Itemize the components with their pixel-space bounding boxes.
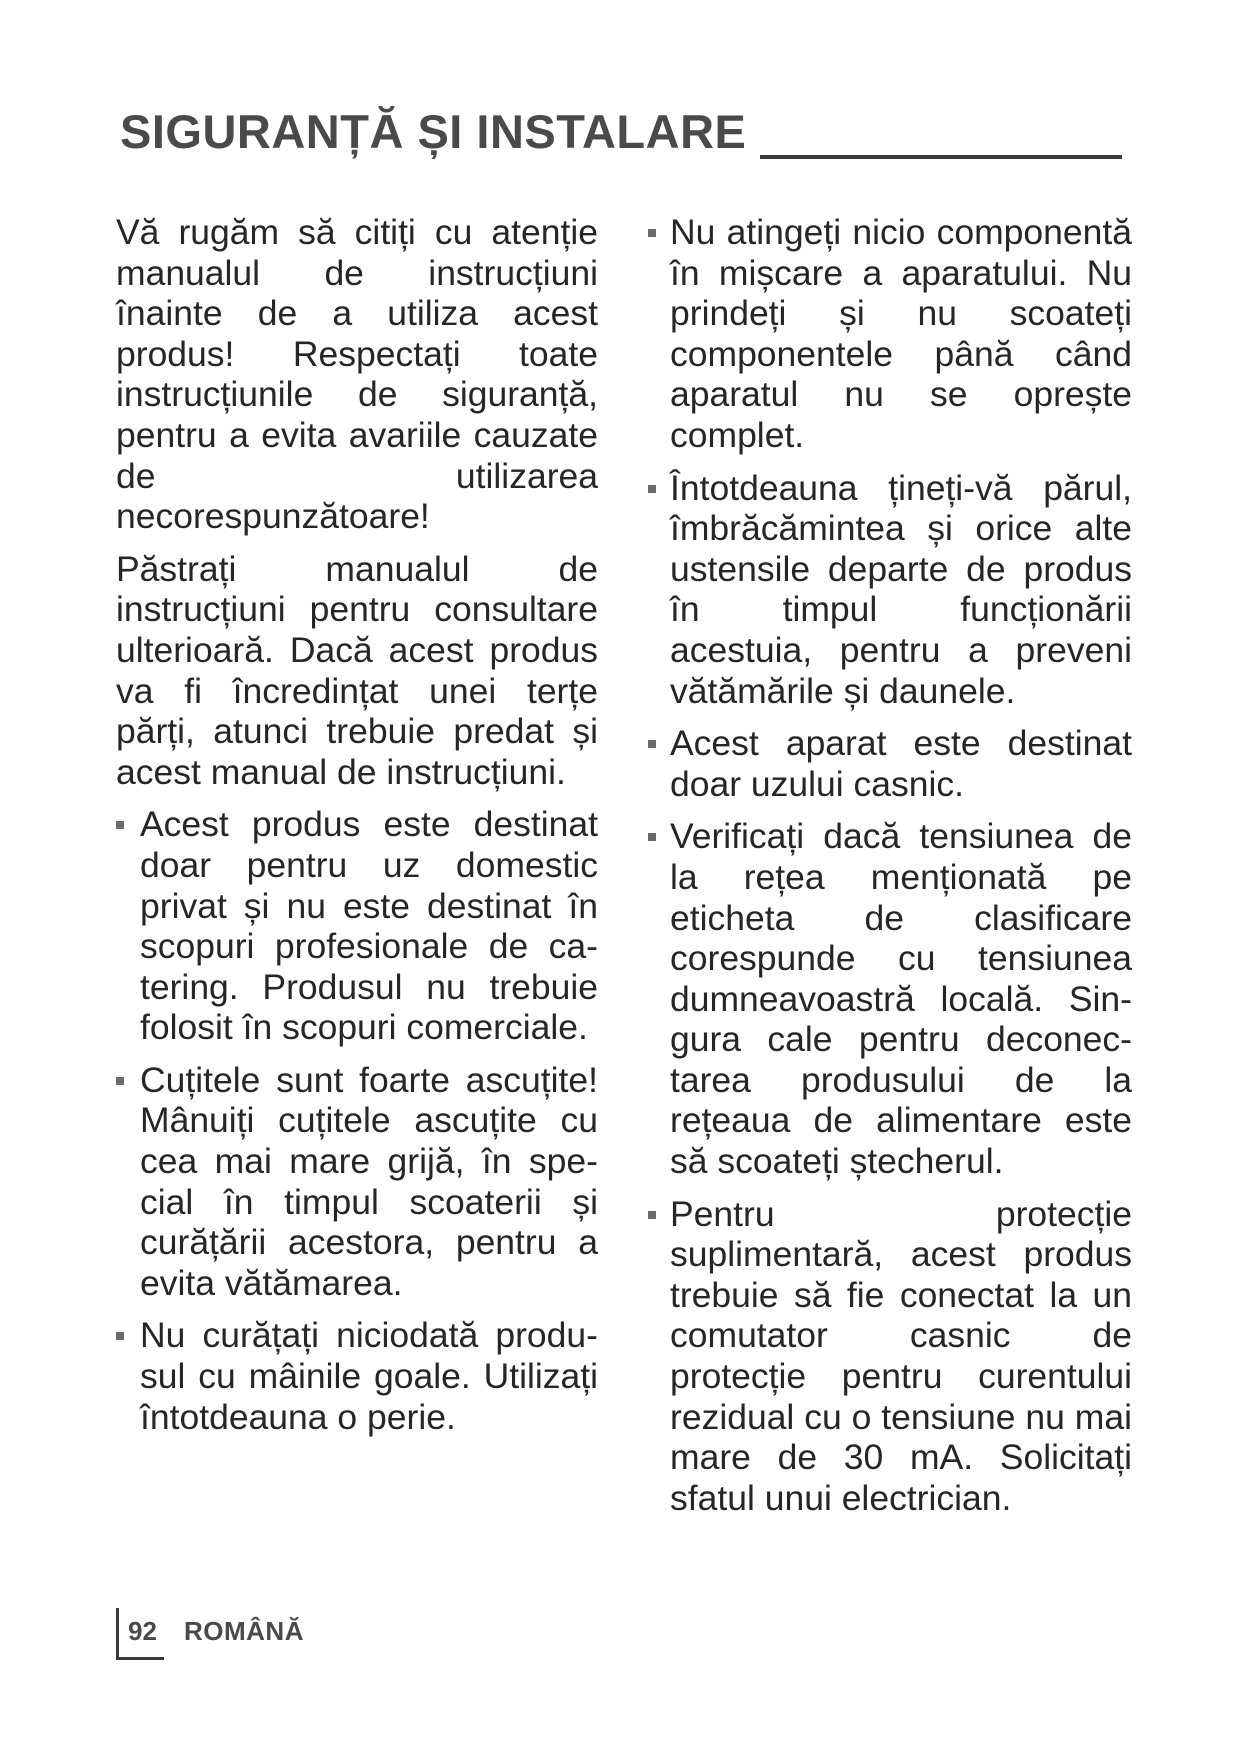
bullet-square-icon <box>648 485 656 493</box>
bullet-square-icon <box>648 1211 656 1219</box>
page-number: 92 <box>128 1616 157 1646</box>
list-item <box>116 804 598 1048</box>
list-item-text: Întotdeauna țineți-vă părul, îmbrăcămintea și orice alte ustensile departe de produs în timpul funcționării acestuia, pentru a preveni vătămările și daunele. <box>670 467 1132 711</box>
list-item-text: Verificați dacă tensiunea de la rețea menționată pe eticheta de clasificare corespunde cu tensiunea dumneavoastră locală. Singura cale pentru deconectarea produsului de la rețeaua de alimentare este să scoateți ștecherul. <box>670 816 1132 1182</box>
left-column <box>116 212 598 1449</box>
right-column <box>648 212 1132 1530</box>
list-item <box>648 816 1132 1181</box>
list-item <box>116 1315 598 1437</box>
list-item-text: Nu curățați niciodată produsul cu mâinile goale. Utilizați întotdeauna o perie. <box>140 1315 598 1437</box>
manual-keeping-paragraph: Păstrați manualul de instrucțiuni pentru consultare ulterioară. Dacă acest produs va fi încredințat unei terțe părți, atunci trebuie predat și acest manual de instrucțiuni. <box>116 548 598 792</box>
language-label: ROMÂNĂ <box>184 1616 304 1646</box>
list-item-text: Cuțitele sunt foarte ascuțite! Mânuiți cuțitele ascuțite cu cea mai mare grijă, în special în timpul scoaterii și curățării acestora, pentru a evita vătămarea. <box>140 1059 598 1303</box>
intro-paragraph: Vă rugăm să citiți cu atenție manualul de instrucțiuni înainte de a utiliza acest produs! Respectați toate instrucțiunile de siguranță, pentru a evita avariile cauzate de utilizarea necorespunzătoare! <box>116 212 598 537</box>
page-header <box>120 104 1120 164</box>
title-underline <box>760 155 1122 159</box>
bullet-square-icon <box>116 1077 124 1085</box>
list-item <box>648 212 1132 456</box>
page-title: SIGURANȚĂ ȘI INSTALARE <box>120 105 747 158</box>
bullet-square-icon <box>648 740 656 748</box>
list-item <box>648 1194 1132 1519</box>
bullet-square-icon <box>648 229 656 237</box>
footer-horizontal-rule <box>116 1657 164 1660</box>
bullet-square-icon <box>116 821 124 829</box>
list-item-text: Acest produs este destinat doar pentru uz domestic privat și nu este destinat în scopuri profesionale de catering. Produsul nu trebuie folosit în scopuri comerciale. <box>140 804 598 1048</box>
bullet-square-icon <box>116 1332 124 1340</box>
page-footer <box>116 1608 356 1660</box>
list-item-text: Pentru protecție suplimentară, acest produs trebuie să fie conectat la un comutator casnic de protecție pentru curentului rezidual cu o tensiune nu mai mare de 30 mA. Solicitați sfatul unui electrician. <box>670 1193 1132 1518</box>
footer-vertical-rule <box>116 1608 119 1660</box>
bullet-square-icon <box>648 833 656 841</box>
list-item <box>116 1060 598 1304</box>
list-item-text: Acest aparat este destinat doar uzului casnic. <box>670 723 1132 804</box>
list-item <box>648 723 1132 804</box>
list-item <box>648 468 1132 712</box>
list-item-text: Nu atingeți nicio componentă în mișcare a aparatului. Nu prindeți și nu scoateți componentele până când aparatul nu se oprește complet. <box>670 212 1132 455</box>
